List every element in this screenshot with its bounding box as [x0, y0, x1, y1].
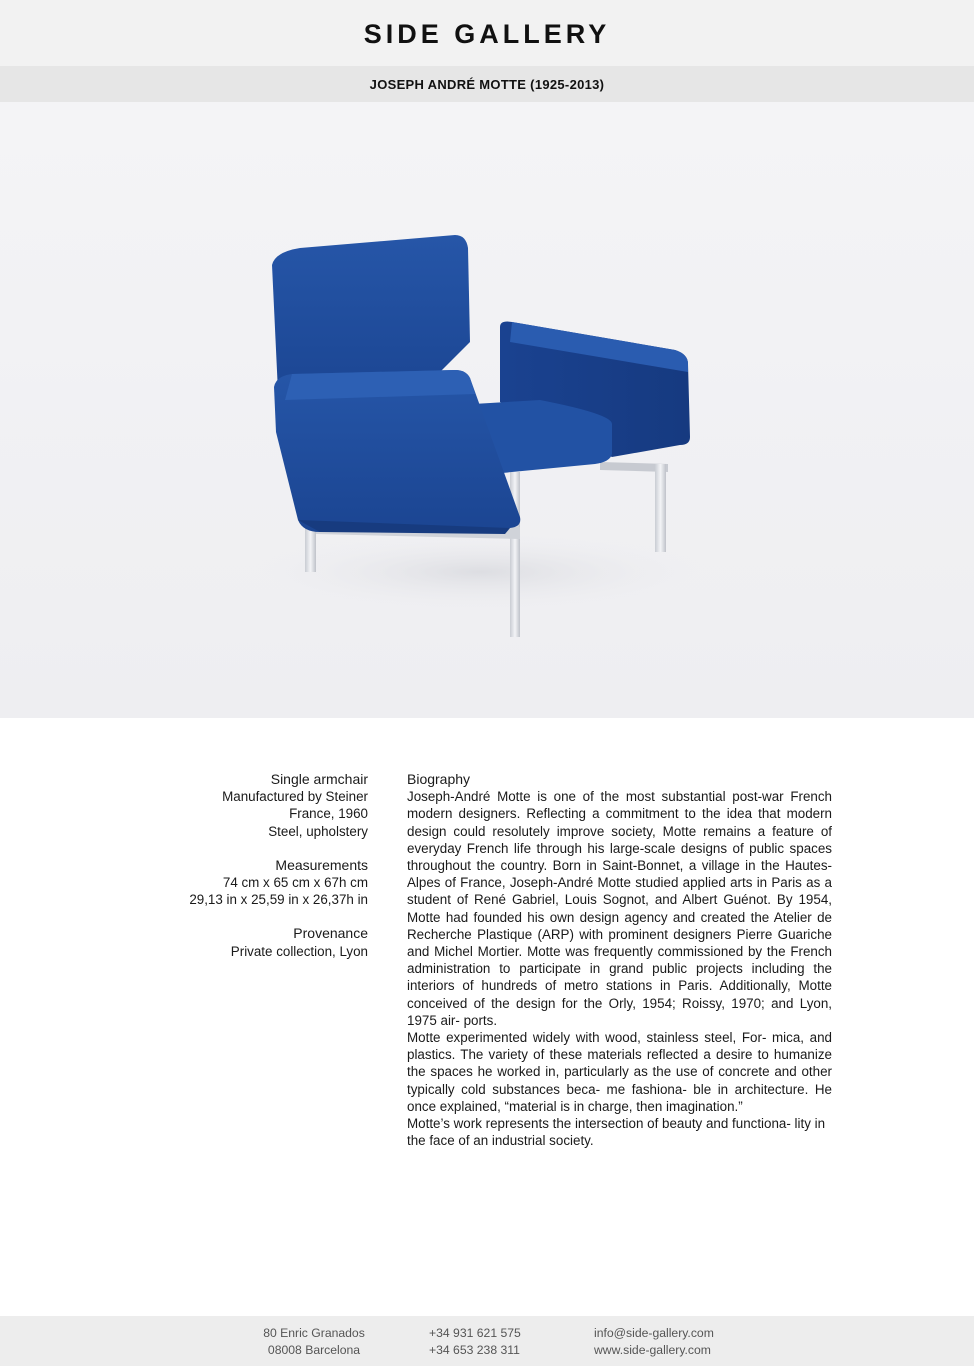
email-link[interactable]: info@side-gallery.com	[594, 1326, 714, 1340]
footer-address	[262, 1325, 366, 1358]
designer-banner	[0, 66, 974, 102]
biography-paragraph: Motte experimented widely with wood, stainless steel, For- mica, and plastics. The variety of these materials reflected a desire to humanize the spaces he worked in, particularly as the use of concrete and other typically cold substances beca- me fashiona- ble in architecture. He once explained, “material is in charge, then imagination.”	[407, 1030, 832, 1114]
biography-heading: Biography	[407, 771, 471, 787]
manufacturer: Manufactured by Steiner	[222, 789, 368, 805]
website-link[interactable]: www.side-gallery.com	[594, 1342, 711, 1357]
measurements-heading: Measurements	[275, 856, 368, 873]
product-title: Single armchair	[270, 771, 368, 787]
armchair-image	[0, 102, 974, 718]
measurements-in: 29,13 in x 25,59 in x 26,37h in	[189, 892, 368, 908]
measurements-cm: 74 cm x 65 cm x 67h cm	[222, 875, 368, 891]
phone-number: +34 653 238 311	[429, 1342, 520, 1357]
brand-logo: SIDE GALLERY	[363, 18, 611, 49]
page-header	[0, 0, 974, 66]
address-line: 80 Enric Granados	[263, 1326, 365, 1340]
provenance: Private collection, Lyon	[230, 943, 368, 959]
materials: Steel, upholstery	[268, 823, 368, 839]
phone-number: +34 931 621 575	[429, 1326, 521, 1340]
provenance-heading: Provenance	[293, 925, 368, 942]
biography-paragraph: Motte’s work represents the intersection of beauty and functiona- lity in the face of an industrial society.	[407, 1116, 826, 1149]
address-line: 08008 Barcelona	[267, 1342, 361, 1357]
page-footer	[0, 1316, 974, 1366]
footer-contact	[594, 1325, 714, 1358]
biography-paragraph: Joseph-André Motte is one of the most substantial post-war French modern designers. Reflecting a commitment to the idea that modern design could resolutely improve society, Motte remains a feature of everyday French life through his large-scale designs of public spaces throughout the country. Born in Saint-Bonnet, a village in the Hautes-Alpes of France, Joseph-André Motte studied applied arts in Paris as a student of René Gabriel, Louis Sognot, and Albert Guénot. By 1954, Motte had founded his own design agency and created the Atelier de Recherche Plastique (ARP) with prominent designers Pierre Guariche and Michel Mortier. Motte was frequently commissioned by the French administration to participate in grand public projects including the interiors of hundreds of metro stations in Paris. Additionally, Motte conceived of the design for the Orly, 1954; Roissy, 1970; and Lyon, 1975 air- ports.	[407, 789, 832, 1028]
designer-name: JOSEPH ANDRÉ MOTTE (1925-2013)	[369, 76, 605, 92]
product-photo	[0, 102, 974, 718]
biography	[407, 771, 832, 1149]
product-specs	[140, 771, 368, 960]
origin: France, 1960	[289, 806, 368, 822]
footer-phones	[429, 1325, 521, 1358]
